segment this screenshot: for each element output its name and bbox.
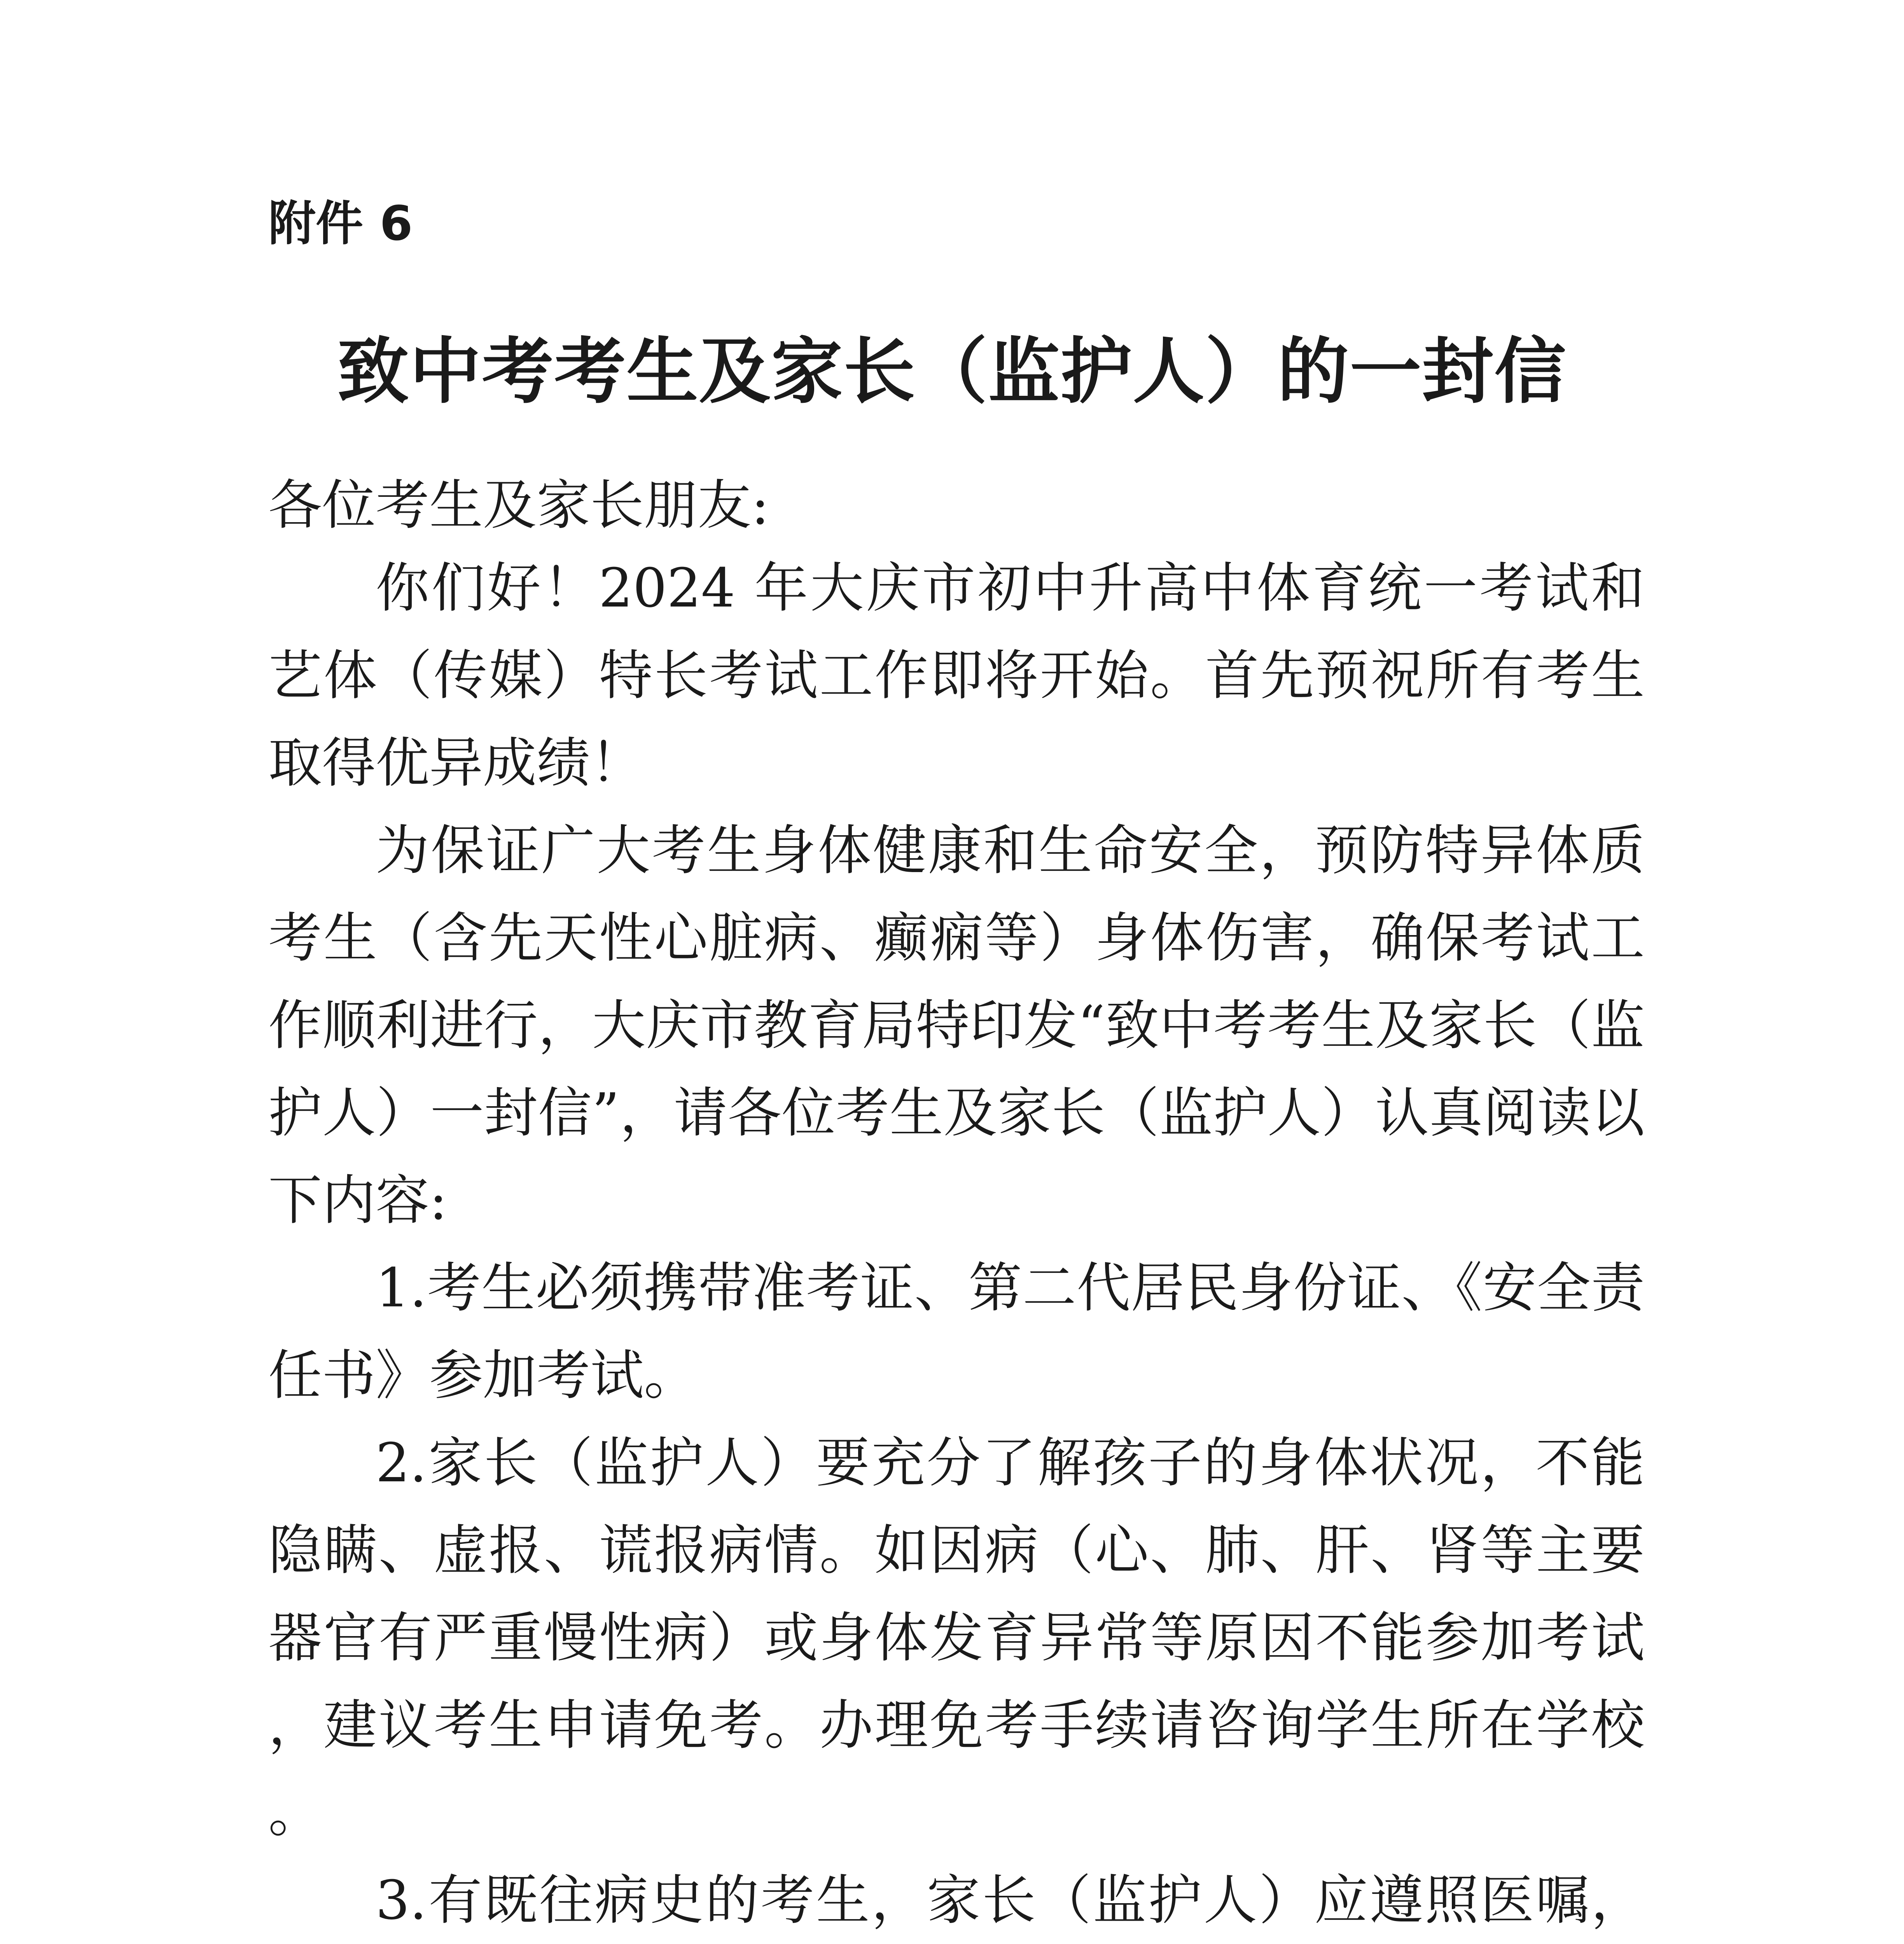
paragraph-item-3: 3.有既往病史的考生，家长（监护人）应遵照医嘱， <box>376 1869 1645 1932</box>
paragraph-item-1: 1.考生必须携带准考证、第二代居民身份证、《安全责任书》参加考试。 <box>268 1257 1645 1407</box>
paragraph-item-2: 2.家长（监护人）要充分了解孩子的身体状况，不能隐瞒、虚报、谎报病情。如因病（心、肺、肝、肾等主要器官有严重慢性病）或身体发育异常等原因不能参加考试，建议考生申请免考。办理免考手续请咨询学生所在学校。 <box>268 1432 1645 1844</box>
salutation: 各位考生及家长朋友: <box>268 474 769 537</box>
attachment-label: 附件 6 <box>268 196 413 251</box>
paragraph-purpose: 为保证广大考生身体健康和生命安全，预防特异体质考生（含先天性心脏病、癫痫等）身体伤害，确保考试工作顺利进行，大庆市教育局特印发“致中考考生及家长（监护人）一封信”，请各位考生及家长（监护人）认真阅读以下内容: <box>268 819 1645 1232</box>
letter-title: 致中考考生及家长（监护人）的一封信 <box>337 329 1567 413</box>
letter-body <box>268 544 1645 1944</box>
paragraph-greeting: 你们好！2024 年大庆市初中升高中体育统一考试和艺体（传媒）特长考试工作即将开始。首先预祝所有考生取得优异成绩！ <box>268 557 1645 794</box>
